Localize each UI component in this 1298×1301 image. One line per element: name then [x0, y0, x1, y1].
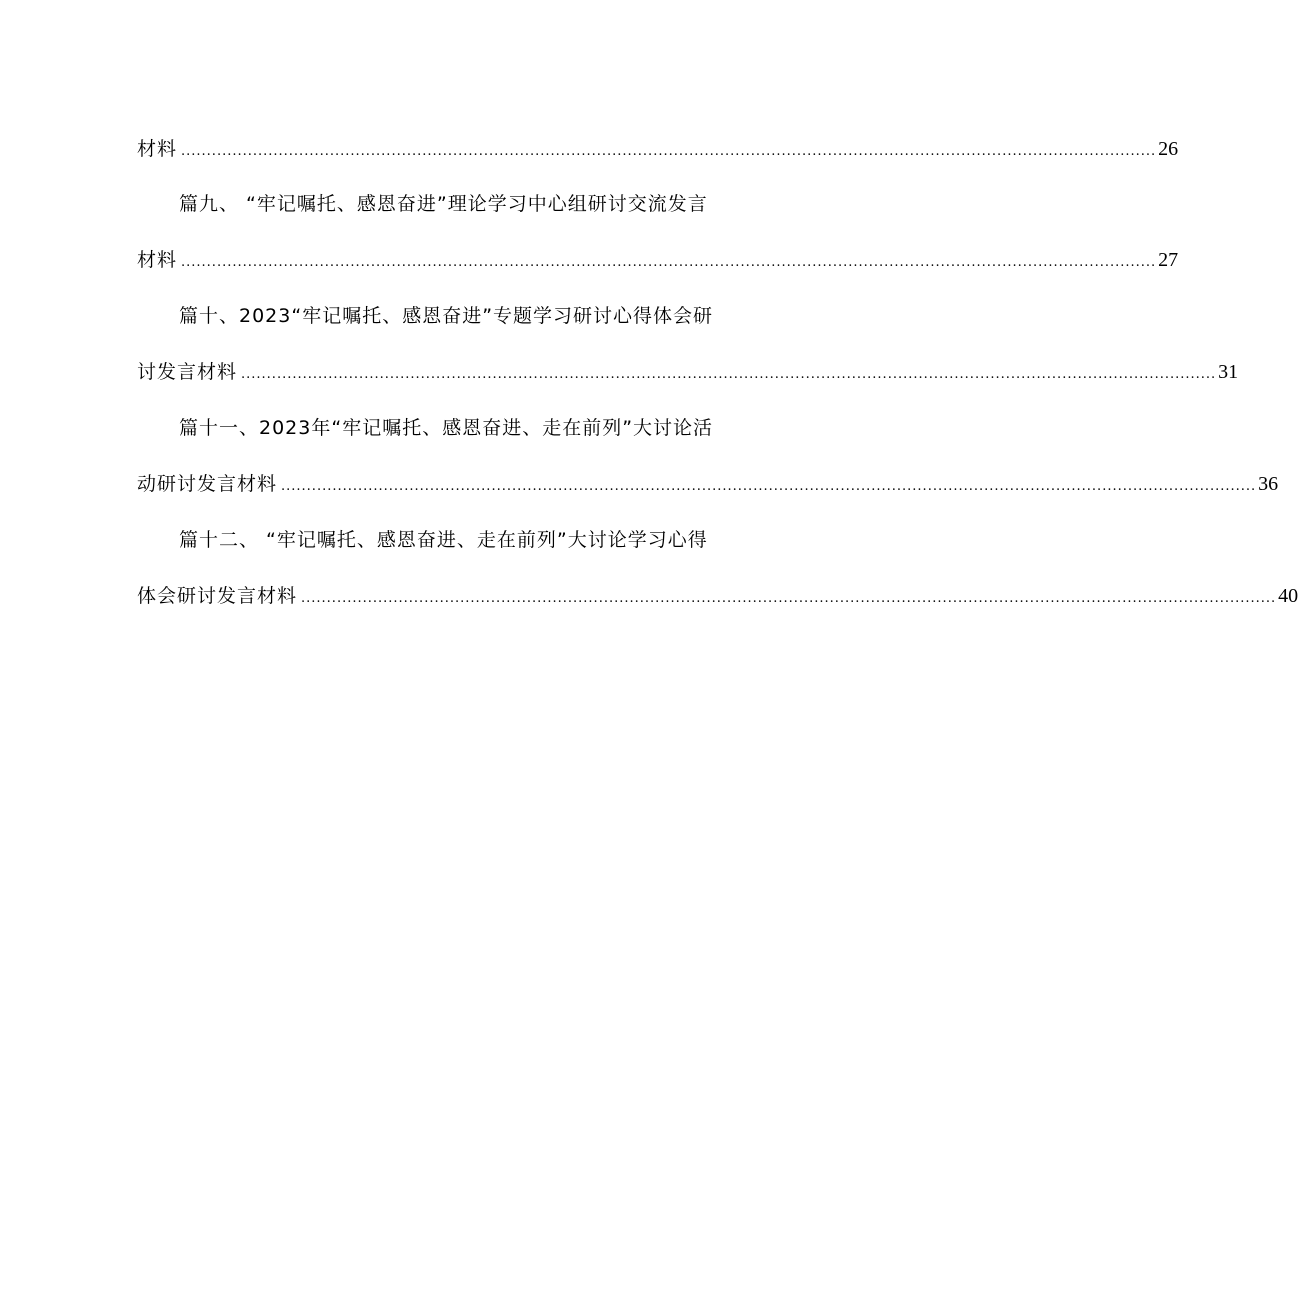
dot-leader: .............................................................................................................................................................................................. — [241, 367, 1217, 382]
toc-entry-text: 材料 — [137, 138, 178, 160]
toc-entry-text: 动研讨发言材料 — [137, 473, 278, 495]
toc-entry-title[interactable]: 篇十、2023“牢记嘱托、感恩奋进”专题学习研讨心得体会研 — [179, 305, 714, 327]
dot-leader: .............................................................................................................................................................................................. — [181, 144, 1157, 159]
toc-page-number: 27 — [1158, 249, 1179, 271]
toc-entry-continuation[interactable] — [137, 354, 1239, 390]
toc-entry-title[interactable]: 篇十一、2023年“牢记嘱托、感恩奋进、走在前列”大讨论活 — [179, 417, 714, 439]
toc-entry-text: 讨发言材料 — [137, 361, 238, 383]
dot-leader: .............................................................................................................................................................................................. — [181, 255, 1157, 270]
toc-entry-text: 材料 — [137, 249, 178, 271]
toc-entry-text: 体会研讨发言材料 — [137, 585, 298, 607]
toc-entry-continuation[interactable] — [137, 131, 1179, 167]
toc-entry-title[interactable]: 篇九、 “牢记嘱托、感恩奋进”理论学习中心组研讨交流发言 — [179, 193, 708, 215]
toc-page-number: 36 — [1258, 473, 1279, 495]
toc-entry-continuation[interactable] — [137, 242, 1179, 278]
toc-entry-title[interactable]: 篇十二、 “牢记嘱托、感恩奋进、走在前列”大讨论学习心得 — [179, 529, 708, 551]
toc-entry-continuation[interactable] — [137, 466, 1279, 502]
dot-leader: .............................................................................................................................................................................................. — [281, 479, 1257, 494]
toc-page-number: 31 — [1218, 361, 1239, 383]
toc-page-number: 40 — [1278, 585, 1298, 607]
dot-leader: .............................................................................................................................................................................................. — [301, 591, 1277, 606]
toc-page-number: 26 — [1158, 138, 1179, 160]
toc-entry-continuation[interactable] — [137, 578, 1298, 614]
